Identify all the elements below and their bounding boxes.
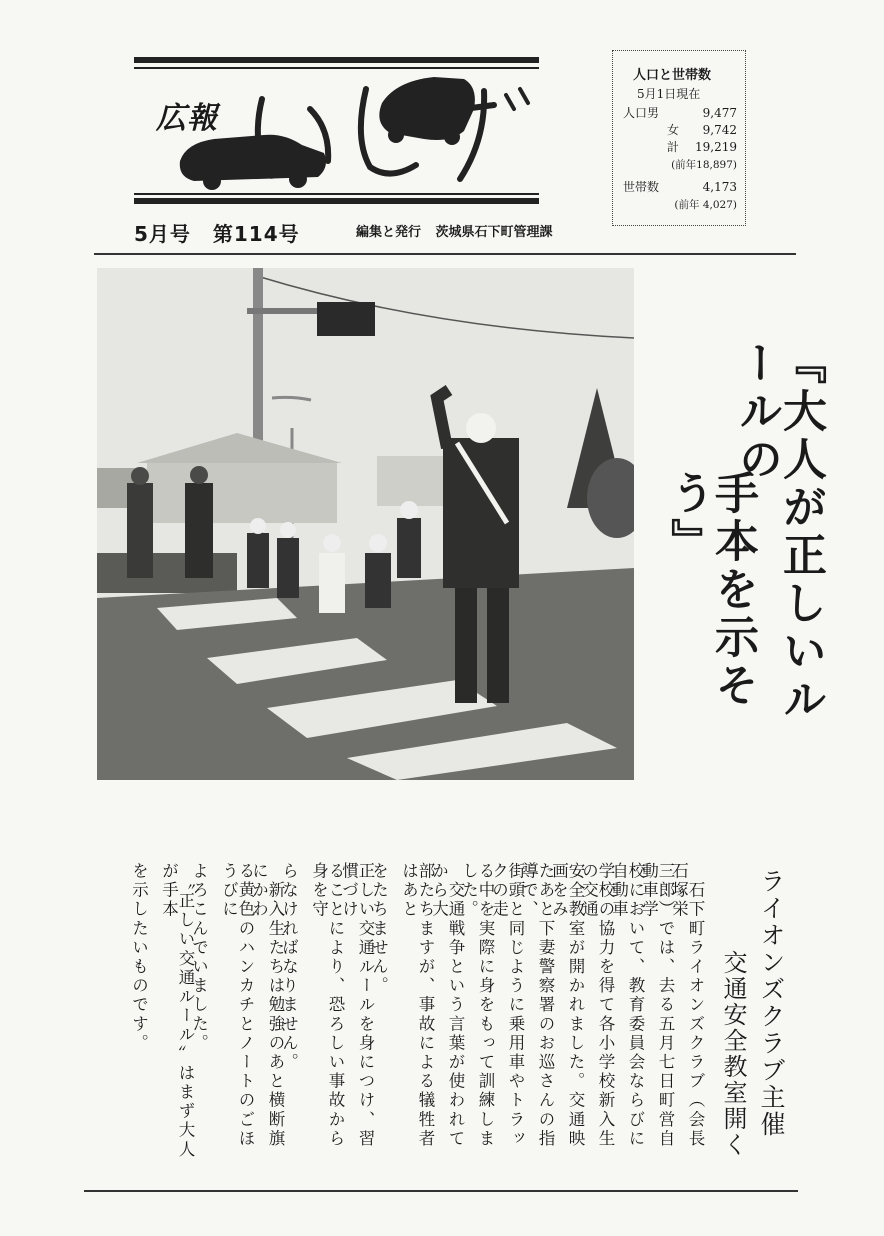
- population-row-households: [623, 179, 737, 196]
- publisher-label: 編集と発行: [356, 225, 422, 240]
- article-column: たあと下妻警察署のお巡さんの指導で、: [519, 862, 555, 1149]
- article-column: よろこんでいました。: [189, 862, 209, 1053]
- article-column: る中を実際に身をもって訓練しました。: [459, 862, 495, 1149]
- article-column: る黄色のハンカチとノートのごほうびに: [219, 862, 255, 1149]
- population-label: 女: [667, 123, 680, 137]
- article-column: 新入生たちは勉強のあと横断旗にかわ: [249, 862, 285, 1149]
- population-value: 9,742: [702, 123, 737, 137]
- traffic-safety-photo: [97, 268, 634, 780]
- article-column: 〝正しい交通ルール〟はまず大人が手本: [159, 862, 195, 1160]
- headline-line-1: 『大人が正しいルールの: [731, 340, 826, 724]
- article-column: 石下町ライオンズクラブ（会長石塚栄: [669, 862, 705, 1149]
- masthead-rule-bottom-thin: [134, 193, 539, 195]
- divider-bottom: [84, 1190, 798, 1192]
- masthead: [134, 69, 539, 193]
- article-column: ることにより、恐ろしい事故から身を守: [309, 862, 345, 1149]
- article-column: 交通戦争という言葉が使われてから大: [429, 862, 465, 1149]
- article-column: 安全教室が開かれました。交通映画をみ: [549, 862, 585, 1149]
- article-column: らなければなりません。: [279, 862, 299, 1073]
- article-column: 校において、教育委員会ならびに自動車: [609, 862, 645, 1149]
- issue-info: [134, 218, 314, 247]
- population-label: 人口男: [623, 106, 660, 120]
- population-date: 5月1日現在: [637, 87, 701, 101]
- publisher-info: [356, 221, 563, 240]
- population-title: 人口と世帯数: [633, 68, 712, 83]
- divider-top: [94, 253, 796, 255]
- article-column: 三郎）では、去る五月七日町営自動車学: [639, 862, 675, 1149]
- kohou-label: 広報: [156, 101, 218, 136]
- population-box: [612, 50, 746, 226]
- households-value: 4,173: [702, 180, 737, 194]
- households-label: 世帯数: [623, 180, 660, 194]
- issue-month: 5月号: [134, 222, 191, 246]
- article-column: 学校の協力を得て各小学校新入生の交通: [579, 862, 615, 1149]
- population-row-male: [623, 105, 737, 122]
- population-label: 計: [667, 140, 680, 154]
- masthead-rule-bottom: [134, 198, 539, 204]
- article-column: 街頭と同じように乗用車やトラックの走: [489, 862, 525, 1149]
- article-column: を示したいものです。: [129, 862, 149, 1053]
- previous-population: (前年18,897): [671, 159, 737, 171]
- article-subtitle-1: ライオンズクラブ主催: [757, 868, 786, 1138]
- article-subtitle-2: 交通安全教室開く: [719, 950, 747, 1158]
- previous-households: (前年 4,027): [674, 199, 737, 211]
- photo-illustration: [97, 268, 634, 780]
- population-value: 9,477: [702, 106, 737, 120]
- article-column: 部たちますが、事故による犠牲者はあと: [399, 862, 435, 1149]
- population-row-total: [623, 139, 737, 156]
- population-value: 19,219: [695, 140, 737, 154]
- article-column: 正しい交通ルールを身につけ、習慣づけ: [339, 862, 375, 1149]
- publisher-name: 茨城県石下町管理課: [435, 225, 553, 240]
- headline-line-2: 手本を示そう』: [663, 470, 758, 710]
- population-row-female: [623, 122, 737, 139]
- article-column: をたちません。: [369, 862, 389, 996]
- masthead-rule-top: [134, 57, 539, 63]
- issue-number: 第114号: [212, 222, 300, 246]
